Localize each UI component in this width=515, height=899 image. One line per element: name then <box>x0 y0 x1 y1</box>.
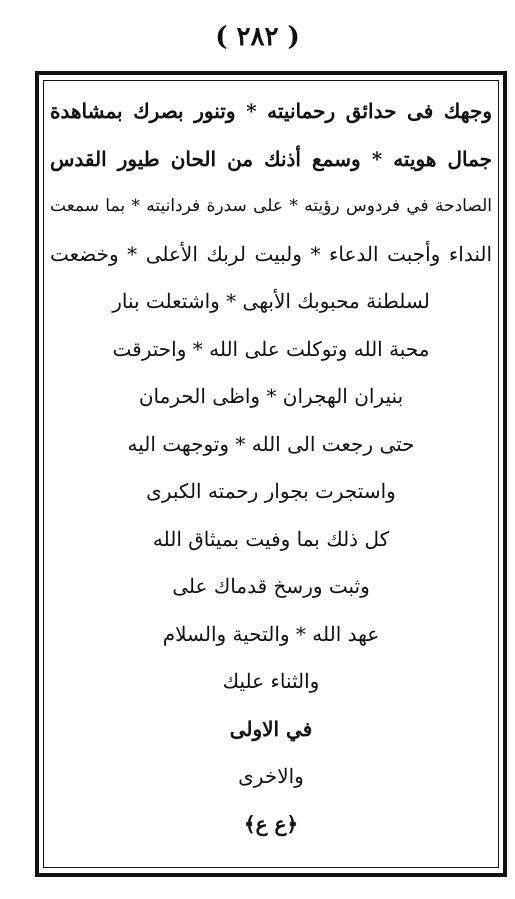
text-line: وجهك فى حدائق رحمانيته * وتنور بصرك بمشاهدة <box>50 99 492 123</box>
text-line: والاخرى <box>238 764 304 788</box>
page-number: ( ٢٨٢ ) <box>215 22 300 52</box>
text-line: النداء وأجبت الدعاء * ولبيت لربك الأعلى * وخضعت <box>50 241 492 266</box>
text-line: بنيران الهجران * واظى الحرمان <box>138 384 404 408</box>
text-line: كل ذلك بما وفيت بميثاق الله <box>152 526 390 551</box>
text-line: حتى رجعت الى الله * وتوجهت اليه <box>127 431 415 456</box>
text-line: واستجرت بجوار رحمته الكبرى <box>146 479 396 503</box>
text-line: في الاولى <box>229 716 313 741</box>
text-block <box>50 88 492 848</box>
text-line: وثبت ورسخ قدماك على <box>172 574 370 598</box>
text-line: محبة الله وتوكلت على الله * واحترقت <box>112 336 430 361</box>
closing-signature: ﴿ع ع﴾ <box>243 811 299 836</box>
text-line: جمال هويته * وسمع أذنك من الحان طيور القدس <box>50 146 492 171</box>
text-line: لسلطنة محبوبك الأبهى * واشتعلت بنار <box>112 289 430 313</box>
text-line: عهد الله * والتحية والسلام <box>162 621 380 646</box>
text-line: والثناء عليك <box>222 669 320 693</box>
text-line: الصادحة في فردوس رؤيته * على سدرة فردانيته * بما سمعت <box>50 196 492 216</box>
